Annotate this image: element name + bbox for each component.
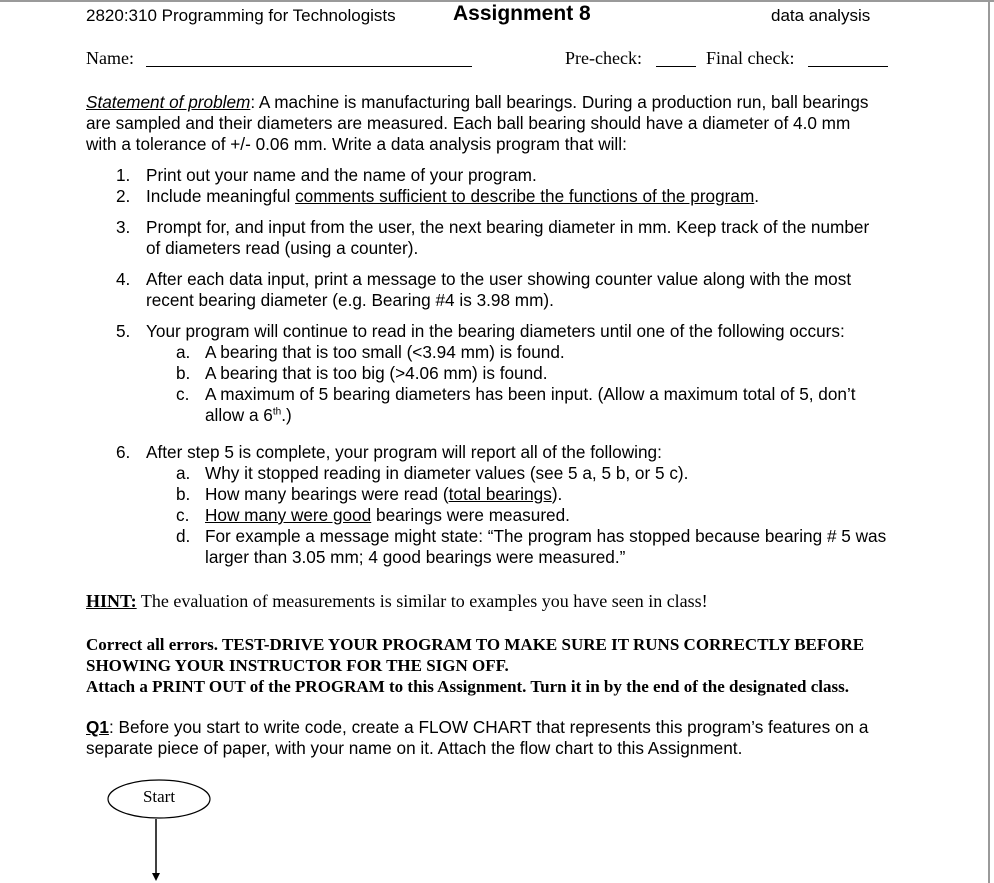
course-title: 2820:310 Programming for Technologists [86,6,396,25]
sub-text-line-2-end: .) [281,405,292,425]
step-text: Include meaningful [146,186,296,206]
sub-letter: a. [176,342,191,362]
sub-text: A bearing that is too small (<3.94 mm) is found. [205,342,565,362]
precheck-field[interactable] [656,66,696,67]
step-text-line-1: Prompt for, and input from the user, the next bearing diameter in mm. Keep track of the number [146,217,870,237]
sub-text-line-1: For example a message might state: “The program has stopped because bearing # 5 was [205,526,887,546]
sub-underlined-text: total bearings [448,484,552,504]
flowchart-start-label: Start [142,787,176,806]
right-border [988,0,990,883]
statement-line-3: with a tolerance of +/- 0.06 mm. Write a data analysis program that will: [86,134,627,154]
sub-text: Why it stopped reading in diameter values (see 5 a, 5 b, or 5 c). [205,463,689,483]
finalcheck-label: Final check: [706,48,795,68]
step-text-end: . [754,186,760,206]
assignment-title: Assignment 8 [453,2,591,25]
instructions-line-3: Attach a PRINT OUT of the PROGRAM to this Assignment. Turn it in by the end of the designated class. [86,677,850,696]
assignment-topic: data analysis [771,6,871,25]
name-field[interactable] [146,66,472,67]
step-number: 1. [116,165,131,185]
sub-letter: d. [176,526,191,546]
hint-label: HINT: [86,591,137,611]
step-number: 5. [116,321,131,341]
step-text: After step 5 is complete, your program will report all of the following: [146,442,662,462]
step-text-line-2: of diameters read (using a counter). [146,238,419,258]
precheck-label: Pre-check: [565,48,642,68]
question-label: Q1 [86,717,109,737]
instructions-line-2: SHOWING YOUR INSTRUCTOR FOR THE SIGN OFF. [86,656,509,675]
instructions [86,634,864,697]
name-label: Name: [86,48,134,68]
question-line-2: separate piece of paper, with your name on it. Attach the flow chart to this Assignment. [86,738,743,758]
question-1 [86,717,946,759]
step-text: Print out your name and the name of your program. [146,165,537,185]
step-number: 6. [116,442,131,462]
question-line-1: : Before you start to write code, create a FLOW CHART that represents this program’s features on a [108,717,869,737]
step-number: 2. [116,186,131,206]
sub-letter: c. [176,505,190,525]
sub-text-end: bearings were measured. [371,505,570,525]
sub-letter: c. [176,384,190,404]
step-number: 3. [116,217,131,237]
finalcheck-field[interactable] [808,66,888,67]
step-text-line-1: After each data input, print a message to the user showing counter value along with the most [146,269,852,289]
statement-line-2: are sampled and their diameters are measured. Each ball bearing should have a diameter of 4.0 mm [86,113,851,133]
statement-line-1: : A machine is manufacturing ball bearings. During a production run, ball bearings [250,92,869,112]
ordinal-suffix: th [272,406,282,418]
hint [86,591,708,612]
sub-text-line-1: A maximum of 5 bearing diameters has been input. (Allow a maximum total of 5, don’t [205,384,856,404]
sub-letter: a. [176,463,191,483]
statement-label: Statement of problem [86,92,251,112]
sub-text-line-2: allow a 6 [205,405,273,425]
sub-text-end: ). [551,484,563,504]
step-text-line-2: recent bearing diameter (e.g. Bearing #4 is 3.98 mm). [146,290,554,310]
sub-letter: b. [176,363,191,383]
step-underlined-text: comments sufficient to describe the functions of the program [295,186,755,206]
hint-text: The evaluation of measurements is similar to examples you have seen in class! [136,591,708,611]
step-text: Your program will continue to read in the bearing diameters until one of the following occurs: [146,321,845,341]
flowchart-arrow [150,819,162,883]
sub-text: How many bearings were read ( [205,484,449,504]
step-number: 4. [116,269,131,289]
sub-letter: b. [176,484,191,504]
sub-underlined-text: How many were good [205,505,372,525]
statement-paragraph [86,92,946,155]
sub-text-line-2: larger than 3.05 mm; 4 good bearings were measured.” [205,547,626,567]
instructions-line-1: Correct all errors. TEST-DRIVE YOUR PROGRAM TO MAKE SURE IT RUNS CORRECTLY BEFORE [86,635,865,654]
sub-text: A bearing that is too big (>4.06 mm) is found. [205,363,548,383]
